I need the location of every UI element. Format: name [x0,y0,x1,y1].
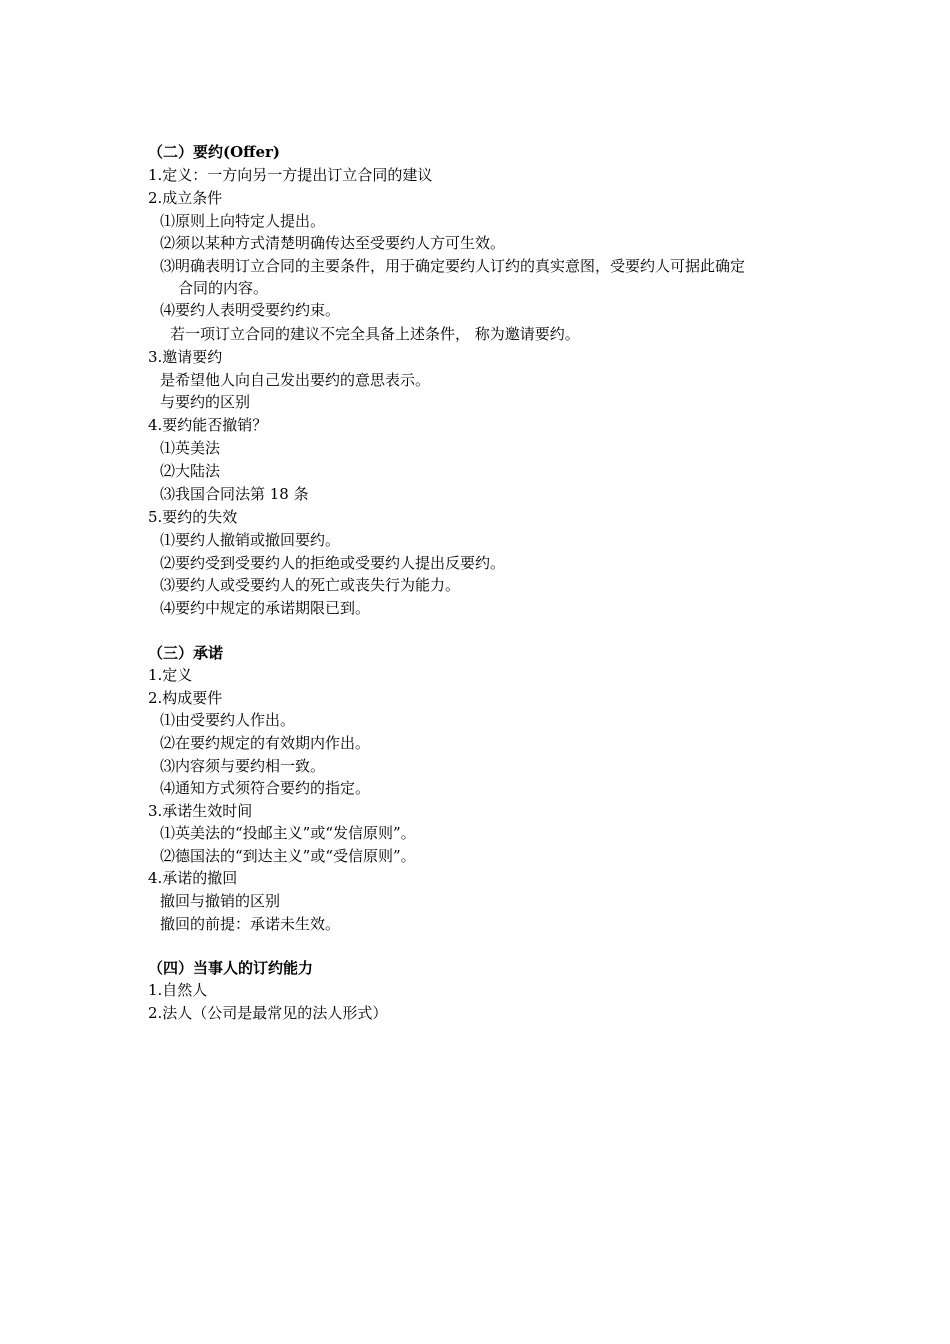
capacity-line: 1.自然人 [148,981,208,999]
offer-line: 2.成立条件 [148,189,223,207]
offer-line: 若一项订立合同的建议不完全具备上述条件， 称为邀请要约。 [170,325,580,343]
acceptance-line: ⑵在要约规定的有效期内作出。 [160,734,371,752]
offer-line: ⑵须以某种方式清楚明确传达至受要约人方可生效。 [160,234,506,252]
offer-line: ⑵大陆法 [160,462,221,480]
offer-line: ⑶明确表明订立合同的主要条件，用于确定要约人订约的真实意图，受要约人可据此确定 [160,257,746,275]
offer-line: ⑴要约人撤销或撤回要约。 [160,531,341,549]
offer-line: ⑵要约受到受要约人的拒绝或受要约人提出反要约。 [160,554,506,572]
section-title-acceptance: （三）承诺 [148,644,224,662]
acceptance-line: 撤回的前提：承诺未生效。 [160,915,341,933]
section-title-offer: （二）要约(Offer) [148,143,281,161]
offer-line: ⑷要约中规定的承诺期限已到。 [160,599,371,617]
offer-line: ⑷要约人表明受要约约束。 [160,301,341,319]
offer-line: 4.要约能否撤销？ [148,416,268,434]
acceptance-line: ⑷通知方式须符合要约的指定。 [160,779,371,797]
offer-line: 合同的内容。 [178,279,269,297]
offer-line: 与要约的区别 [160,393,251,411]
acceptance-line: ⑴英美法的“投邮主义”或“发信原则”。 [160,824,416,842]
acceptance-line: ⑶内容须与要约相一致。 [160,757,326,775]
acceptance-line: 3.承诺生效时间 [148,802,253,820]
capacity-line: 2.法人（公司是最常见的法人形式） [148,1004,388,1022]
offer-line: 3.邀请要约 [148,348,223,366]
offer-line: ⑴英美法 [160,439,221,457]
acceptance-line: 2.构成要件 [148,689,223,707]
acceptance-line: 1.定义 [148,666,193,684]
acceptance-line: 4.承诺的撤回 [148,869,238,887]
offer-line: 是希望他人向自己发出要约的意思表示。 [160,371,431,389]
acceptance-line: ⑴由受要约人作出。 [160,711,296,729]
offer-line: ⑶要约人或受要约人的死亡或丧失行为能力。 [160,576,461,594]
acceptance-line: 撤回与撤销的区别 [160,892,281,910]
offer-line: 1.定义：一方向另一方提出订立合同的建议 [148,166,433,184]
acceptance-line: ⑵德国法的“到达主义”或“受信原则”。 [160,847,416,865]
section-title-capacity: （四）当事人的订约能力 [148,959,314,977]
offer-line: 5.要约的失效 [148,508,238,526]
offer-line: ⑴原则上向特定人提出。 [160,212,326,230]
offer-line: ⑶我国合同法第 18 条 [160,485,309,503]
